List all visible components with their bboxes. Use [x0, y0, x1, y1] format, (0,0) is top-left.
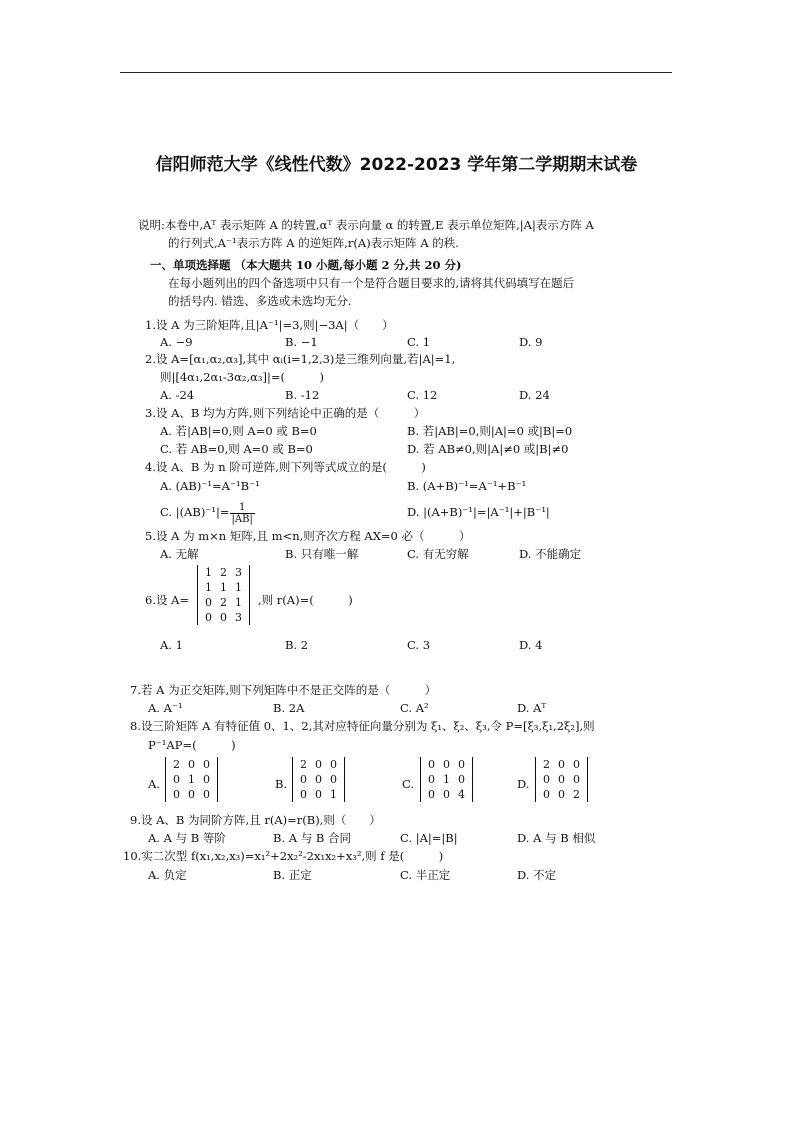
matrix-cell: 1: [205, 566, 212, 579]
matrix-cell: 0: [300, 773, 307, 786]
q5-option-b: B. 只有唯一解: [285, 547, 359, 561]
matrix-cell: 0: [203, 758, 210, 771]
q7-option-d: D. Aᵀ: [517, 701, 547, 715]
matrix-row: [169, 757, 214, 772]
matrix-row: [169, 772, 214, 787]
matrix-cell: 0: [315, 758, 322, 771]
matrix-cell: 0: [443, 788, 450, 801]
matrix-cell: 0: [543, 773, 550, 786]
matrix-row: [296, 772, 341, 787]
q8-matrix-b: [292, 757, 345, 802]
intro-line-1: 说明:本卷中,Aᵀ 表示矩阵 A 的转置,αᵀ 表示向量 α 的转置,E 表示单位矩阵,|A|表示方阵 A: [138, 218, 594, 232]
q3-option-d: D. 若 AB≠0,则|A|≠0 或|B|≠0: [407, 442, 569, 456]
matrix-cell: 2: [543, 758, 550, 771]
q2-option-a: A. -24: [160, 388, 195, 402]
q5-option-a: A. 无解: [160, 547, 199, 561]
matrix-cell: 0: [573, 773, 580, 786]
matrix-cell: 0: [315, 773, 322, 786]
matrix-cell: 0: [220, 611, 227, 624]
q4-option-a: A. (AB)⁻¹=A⁻¹B⁻¹: [160, 479, 260, 493]
q6-option-b: B. 2: [285, 638, 309, 652]
matrix-cell: 2: [573, 788, 580, 801]
matrix-row: [539, 787, 584, 802]
q6-stem-left: 6.设 A=: [145, 593, 190, 607]
matrix-cell: 0: [203, 773, 210, 786]
q6-option-d: D. 4: [519, 638, 543, 652]
q10-stem: 10.实二次型 f(x₁,x₂,x₃)=x₁²+2x₂²-2x₁x₂+x₃²,则 f 是( ): [123, 849, 444, 863]
q1-option-c: C. 1: [407, 335, 431, 349]
q2-stem-2: 则|[4α₁,2α₁-3α₂,α₃]|=( ): [160, 370, 324, 384]
q6-matrix: [197, 565, 250, 625]
q10-option-c: C. 半正定: [400, 868, 451, 882]
q1-stem: 1.设 A 为三阶矩阵,且|A⁻¹|=3,则|−3A|（ ）: [145, 318, 394, 332]
q5-option-c: C. 有无穷解: [407, 547, 469, 561]
matrix-row: [296, 757, 341, 772]
matrix-cell: 1: [443, 773, 450, 786]
section-desc-1: 在每小题列出的四个备选项中只有一个是符合题目要求的,请将其代码填写在题后: [168, 276, 575, 290]
q2-stem: 2.设 A=[α₁,α₂,α₃],其中 αᵢ(i=1,2,3)是三维列向量,若|A|=1,: [145, 352, 456, 366]
matrix-row: [201, 565, 246, 580]
q4-option-b: B. (A+B)⁻¹=A⁻¹+B⁻¹: [407, 479, 527, 493]
matrix-row: [201, 610, 246, 625]
matrix-cell: 4: [458, 788, 465, 801]
section-desc-2: 的括号内. 错选、多选或未选均无分.: [168, 294, 352, 308]
q4-option-c-left: C. |(AB)⁻¹|=: [160, 505, 230, 519]
matrix-row: [424, 772, 469, 787]
matrix-row: [424, 787, 469, 802]
top-rule: [120, 72, 672, 73]
q9-option-d: D. A 与 B 相似: [517, 831, 596, 845]
q6-option-c: C. 3: [407, 638, 431, 652]
matrix-cell: 0: [428, 773, 435, 786]
matrix-row: [296, 787, 341, 802]
intro-line-2: 的行列式,A⁻¹表示方阵 A 的逆矩阵,r(A)表示矩阵 A 的秩.: [168, 236, 459, 250]
section-heading: 一、单项选择题 （本大题共 10 小题,每小题 2 分,共 20 分): [150, 258, 462, 272]
matrix-row: [539, 757, 584, 772]
matrix-cell: 0: [573, 758, 580, 771]
matrix-cell: 0: [188, 788, 195, 801]
matrix-cell: 0: [173, 773, 180, 786]
q7-option-b: B. 2A: [273, 701, 305, 715]
matrix-cell: 3: [235, 611, 242, 624]
q3-option-c: C. 若 AB=0,则 A=0 或 B=0: [160, 442, 313, 456]
matrix-row: [424, 757, 469, 772]
q8-option-a-label: A.: [148, 777, 160, 791]
matrix-cell: 2: [173, 758, 180, 771]
q9-option-a: A. A 与 B 等阶: [148, 831, 226, 845]
q8-matrix-c: [420, 757, 473, 802]
q10-option-d: D. 不定: [517, 868, 557, 882]
matrix-cell: 0: [173, 788, 180, 801]
matrix-cell: 2: [300, 758, 307, 771]
q1-option-d: D. 9: [519, 335, 543, 349]
q4-c-denominator: |AB|: [231, 513, 253, 525]
q4-option-c-fraction: [230, 502, 255, 525]
matrix-cell: 0: [428, 788, 435, 801]
q1-option-b: B. −1: [285, 335, 318, 349]
matrix-cell: 0: [558, 773, 565, 786]
q9-option-b: B. A 与 B 合同: [273, 831, 351, 845]
q8-stem: 8.设三阶矩阵 A 有特征值 0、1、2,其对应特征向量分别为 ξ₁、ξ₂、ξ₃,令 P=[ξ₃,ξ₁,2ξ₂],则: [130, 719, 595, 733]
matrix-cell: 0: [458, 773, 465, 786]
matrix-row: [539, 772, 584, 787]
matrix-cell: 1: [235, 581, 242, 594]
q4-option-d: D. |(A+B)⁻¹|=|A⁻¹|+|B⁻¹|: [407, 505, 550, 519]
q5-stem: 5.设 A 为 m×n 矩阵,且 m<n,则齐次方程 AX=0 必（ ）: [145, 529, 471, 543]
q8-option-d-label: D.: [517, 777, 530, 791]
matrix-cell: 0: [205, 611, 212, 624]
matrix-cell: 2: [220, 596, 227, 609]
matrix-row: [201, 595, 246, 610]
matrix-cell: 2: [220, 566, 227, 579]
q1-option-a: A. −9: [160, 335, 193, 349]
q5-option-d: D. 不能确定: [519, 547, 582, 561]
matrix-row: [169, 787, 214, 802]
q2-option-d: D. 24: [519, 388, 550, 402]
matrix-cell: 1: [235, 596, 242, 609]
q8-matrix-a: [165, 757, 218, 802]
matrix-cell: 1: [188, 773, 195, 786]
q3-option-a: A. 若|AB|=0,则 A=0 或 B=0: [160, 424, 317, 438]
page-title: 信阳师范大学《线性代数》2022-2023 学年第二学期期末试卷: [155, 155, 638, 175]
matrix-cell: 0: [443, 758, 450, 771]
matrix-cell: 0: [558, 788, 565, 801]
matrix-cell: 0: [543, 788, 550, 801]
q10-option-b: B. 正定: [273, 868, 312, 882]
q4-option-c: [160, 500, 255, 525]
q8-option-b-label: B.: [275, 777, 288, 791]
matrix-cell: 1: [220, 581, 227, 594]
q2-option-b: B. -12: [285, 388, 320, 402]
matrix-cell: 0: [203, 788, 210, 801]
matrix-cell: 0: [458, 758, 465, 771]
matrix-cell: 0: [205, 596, 212, 609]
q6-option-a: A. 1: [160, 638, 183, 652]
matrix-cell: 0: [428, 758, 435, 771]
q3-option-b: B. 若|AB|=0,则|A|=0 或|B|=0: [407, 424, 573, 438]
q3-stem: 3.设 A、B 均为方阵,则下列结论中正确的是（ ）: [145, 406, 426, 420]
q8-matrix-d: [535, 757, 588, 802]
q8-stem-2: P⁻¹AP=( ): [148, 738, 236, 752]
q9-stem: 9.设 A、B 为同阶方阵,且 r(A)=r(B),则（ ）: [130, 813, 381, 827]
matrix-cell: 1: [330, 788, 337, 801]
matrix-cell: 1: [205, 581, 212, 594]
matrix-cell: 0: [188, 758, 195, 771]
q7-option-a: A. A⁻¹: [148, 701, 183, 715]
q7-stem: 7.若 A 为正交矩阵,则下列矩阵中不是正交阵的是（ ）: [130, 683, 437, 697]
matrix-cell: 0: [315, 788, 322, 801]
matrix-cell: 3: [235, 566, 242, 579]
matrix-cell: 0: [558, 758, 565, 771]
q6-stem-right: ,则 r(A)=( ): [258, 593, 353, 607]
q4-stem: 4.设 A、B 为 n 阶可逆阵,则下列等式成立的是( ): [145, 460, 426, 474]
q8-option-c-label: C.: [402, 777, 415, 791]
matrix-row: [201, 580, 246, 595]
q4-c-numerator: 1: [230, 502, 255, 514]
q7-option-c: C. A²: [400, 701, 429, 715]
q9-option-c: C. |A|=|B|: [400, 831, 458, 845]
q2-option-c: C. 12: [407, 388, 438, 402]
q10-option-a: A. 负定: [148, 868, 187, 882]
matrix-cell: 0: [300, 788, 307, 801]
matrix-cell: 0: [330, 773, 337, 786]
matrix-cell: 0: [330, 758, 337, 771]
